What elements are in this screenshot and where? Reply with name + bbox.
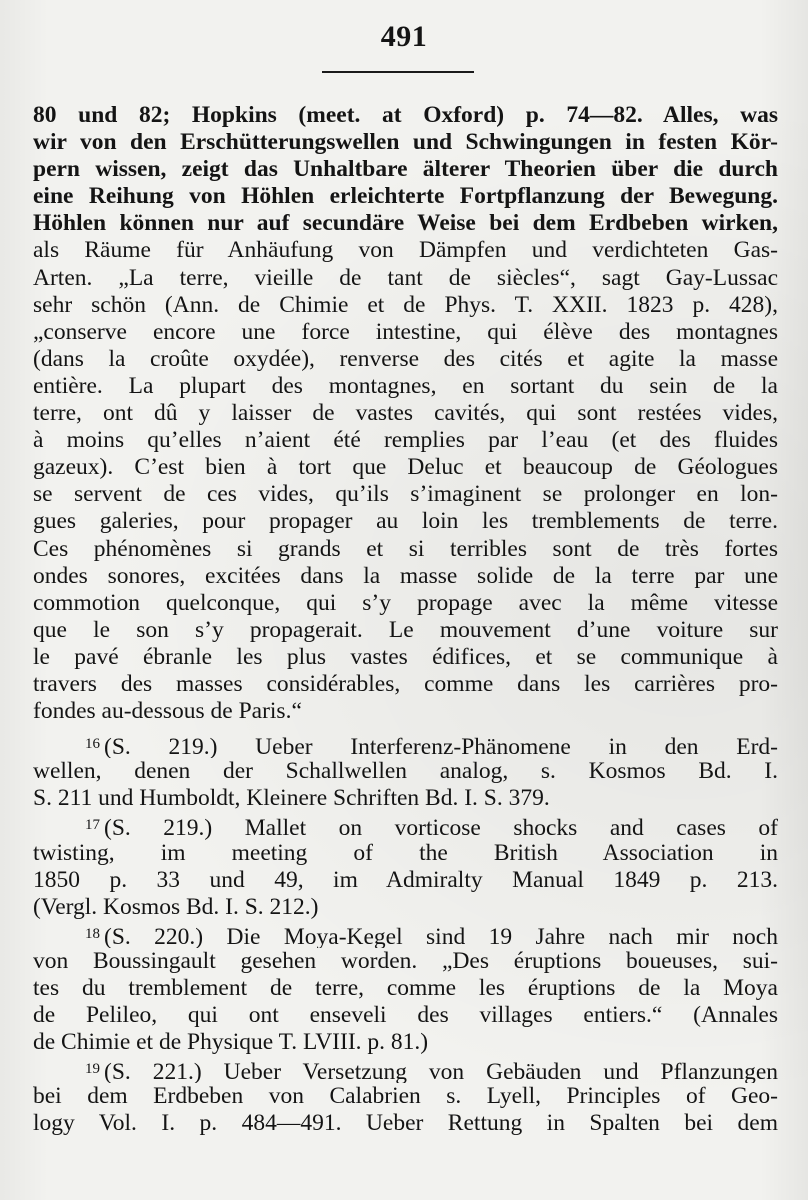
text-line: Höhlen können nur auf secundäre Weise bei dem Erdbeben wirken, [33,210,778,237]
footnote-line: de Chimie et de Physique T. LVIII. p. 81.) [33,1029,429,1056]
footnote-text: (S. 220.) Die Moya-Kegel sind 19 Jahre nach mir noch [104,923,778,948]
footnote-line [33,812,778,839]
text-line: als Räume für Anhäufung von Dämpfen und verdichteten Gas- [33,237,778,264]
text-line: eine Reihung von Höhlen erleichterte Fortpflanzung der Bewegung. [33,183,778,210]
text-line: pern wissen, zeigt das Unhaltbare älterer Theorien über die durch [33,156,778,183]
footnote-line [33,731,778,758]
footnote-text: (S. 219.) Ueber Interferenz-Phänomene in den Erd- [104,734,778,759]
footnote-text: (S. 219.) Mallet on vorticose shocks and cases of [104,815,778,840]
footnote-text: (S. 221.) Ueber Versetzung von Gebäuden und Pflanzungen [104,1059,778,1084]
footnote-line: von Boussingault gesehen worden. „Des éruptions boueuses, sui- [33,947,778,974]
footnote-line: (Vergl. Kosmos Bd. I. S. 212.) [33,893,319,920]
text-line: (dans la croûte oxydée), renverse des cités et agite la masse [33,345,778,372]
text-line: „conserve encore une force intestine, qui élève des montagnes [33,318,778,345]
text-line: wir von den Erschütterungswellen und Schwingungen in festen Kör- [33,129,778,156]
footnote-line: S. 211 und Humboldt, Kleinere Schriften Bd. I. S. 379. [33,785,550,812]
text-line: travers des masses considérables, comme dans les carrières pro- [33,670,778,697]
text-line: Arten. „La terre, vieille de tant de siècles“, sagt Gay-Lussac [33,264,778,291]
header-rule [322,71,474,73]
text-line: fondes au-dessous de Paris.“ [33,698,302,725]
text-line: sehr schön (Ann. de Chimie et de Phys. T. XXII. 1823 p. 428), [33,291,778,318]
footnote-line: tes du tremblement de terre, comme les éruptions de la Moya [33,975,778,1001]
text-line: 80 und 82; Hopkins (meet. at Oxford) p. 74—82. Alles, was [33,102,778,128]
text-line: le pavé ébranle les plus vastes édifices, et se communique à [33,643,778,670]
footnote-line: logy Vol. I. p. 484—491. Ueber Rettung in Spalten bei dem [33,1110,778,1137]
text-line: entière. La plupart des montagnes, en sortant du sein de la [33,372,778,399]
footnote-line [33,1056,778,1083]
text-line: que le son s’y propagerait. Le mouvement d’une voiture sur [33,616,778,643]
text-line: se servent de ces vides, qu’ils s’imaginent se prolonger en lon- [33,481,778,508]
footnote-line: 1850 p. 33 und 49, im Admiralty Manual 1849 p. 213. [33,866,778,893]
text-line: Ces phénomènes si grands et si terribles sont de très fortes [33,535,778,562]
page-number: 491 [380,20,428,53]
text-line: ondes sonores, excitées dans la masse solide de la terre par une [33,562,778,589]
footnote-marker: 18 [85,925,100,942]
footnote-line: de Pelileo, qui ont enseveli des villages entiers.“ (Annales [33,1002,778,1029]
footnote-18 [33,921,778,1056]
footnote-line: twisting, im meeting of the British Association in [33,839,778,866]
text-line: à moins qu’elles n’aient été remplies par l’eau (et des fluides [33,427,778,454]
text-line: gues galeries, pour propager au loin les tremblements de terre. [33,508,778,535]
text-line: commotion quelconque, qui s’y propage avec la même vitesse [33,589,778,616]
footnote-marker: 17 [85,817,100,834]
footnote-17 [33,812,778,920]
footnote-line [33,921,778,948]
footnote-line: bei dem Erdbeben von Calabrien s. Lyell, Principles of Geo- [33,1083,778,1110]
footnote-19 [33,1056,778,1137]
footnote-marker: 19 [85,1061,100,1078]
footnote-marker: 16 [85,736,100,753]
body-text [33,102,778,1138]
text-line: gazeux). C’est bien à tort que Deluc et beaucoup de Géologues [33,454,778,481]
text-line: terre, ont dû y laisser de vastes cavités, qui sont restées vides, [33,400,778,427]
footnote-16 [33,731,778,812]
footnote-line: wellen, denen der Schallwellen analog, s. Kosmos Bd. I. [33,758,778,785]
